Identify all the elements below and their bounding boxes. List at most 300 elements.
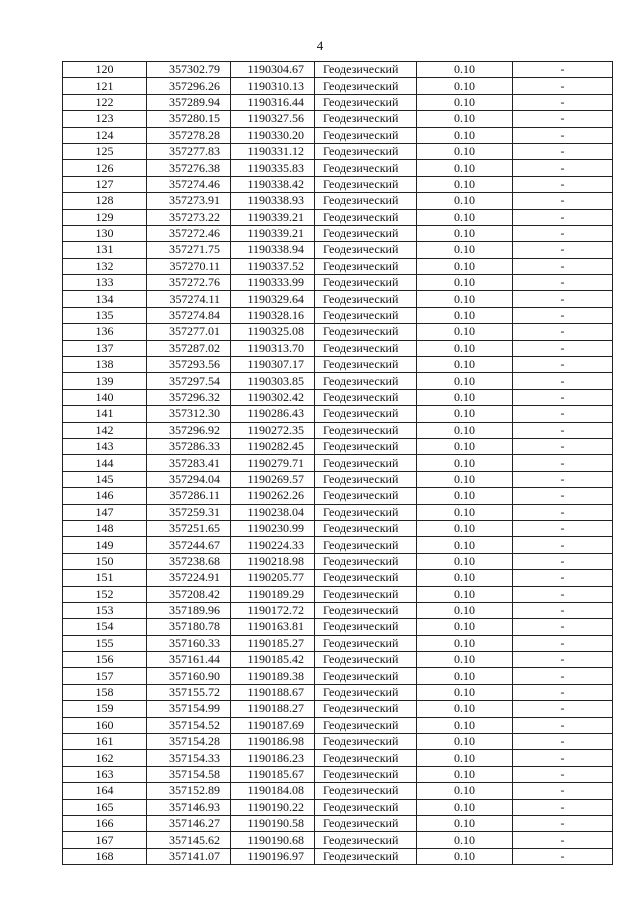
y-coordinate-cell: 1190325.08 — [231, 324, 315, 340]
description-cell: - — [513, 357, 613, 373]
point-number-cell: 137 — [63, 340, 147, 356]
x-coordinate-cell: 357274.84 — [147, 307, 231, 323]
table-row — [63, 766, 613, 782]
table-row — [63, 62, 613, 78]
method-cell: Геодезический — [315, 750, 417, 766]
y-coordinate-cell: 1190186.98 — [231, 734, 315, 750]
accuracy-cell: 0.10 — [417, 373, 513, 389]
method-cell: Геодезический — [315, 406, 417, 422]
x-coordinate-cell: 357154.28 — [147, 734, 231, 750]
y-coordinate-cell: 1190279.71 — [231, 455, 315, 471]
description-cell: - — [513, 193, 613, 209]
accuracy-cell: 0.10 — [417, 455, 513, 471]
table-row — [63, 422, 613, 438]
description-cell: - — [513, 389, 613, 405]
accuracy-cell: 0.10 — [417, 357, 513, 373]
accuracy-cell: 0.10 — [417, 275, 513, 291]
description-cell: - — [513, 406, 613, 422]
table-row — [63, 160, 613, 176]
y-coordinate-cell: 1190188.27 — [231, 701, 315, 717]
method-cell: Геодезический — [315, 471, 417, 487]
table-row — [63, 570, 613, 586]
x-coordinate-cell: 357271.75 — [147, 242, 231, 258]
y-coordinate-cell: 1190330.20 — [231, 127, 315, 143]
table-row — [63, 242, 613, 258]
description-cell: - — [513, 537, 613, 553]
x-coordinate-cell: 357155.72 — [147, 684, 231, 700]
description-cell: - — [513, 652, 613, 668]
x-coordinate-cell: 357160.90 — [147, 668, 231, 684]
table-row — [63, 635, 613, 651]
y-coordinate-cell: 1190184.08 — [231, 783, 315, 799]
description-cell: - — [513, 307, 613, 323]
method-cell: Геодезический — [315, 668, 417, 684]
y-coordinate-cell: 1190316.44 — [231, 94, 315, 110]
point-number-cell: 168 — [63, 848, 147, 864]
description-cell: - — [513, 160, 613, 176]
accuracy-cell: 0.10 — [417, 160, 513, 176]
description-cell: - — [513, 832, 613, 848]
point-number-cell: 167 — [63, 832, 147, 848]
accuracy-cell: 0.10 — [417, 619, 513, 635]
x-coordinate-cell: 357154.99 — [147, 701, 231, 717]
description-cell: - — [513, 635, 613, 651]
x-coordinate-cell: 357274.11 — [147, 291, 231, 307]
description-cell: - — [513, 373, 613, 389]
description-cell: - — [513, 586, 613, 602]
point-number-cell: 128 — [63, 193, 147, 209]
x-coordinate-cell: 357276.38 — [147, 160, 231, 176]
table-row — [63, 438, 613, 454]
point-number-cell: 148 — [63, 520, 147, 536]
x-coordinate-cell: 357278.28 — [147, 127, 231, 143]
table-row — [63, 455, 613, 471]
table-row — [63, 111, 613, 127]
description-cell: - — [513, 455, 613, 471]
x-coordinate-cell: 357160.33 — [147, 635, 231, 651]
y-coordinate-cell: 1190282.45 — [231, 438, 315, 454]
x-coordinate-cell: 357161.44 — [147, 652, 231, 668]
accuracy-cell: 0.10 — [417, 143, 513, 159]
x-coordinate-cell: 357244.67 — [147, 537, 231, 553]
description-cell: - — [513, 291, 613, 307]
point-number-cell: 142 — [63, 422, 147, 438]
page-number: 4 — [316, 38, 324, 53]
x-coordinate-cell: 357208.42 — [147, 586, 231, 602]
accuracy-cell: 0.10 — [417, 127, 513, 143]
accuracy-cell: 0.10 — [417, 62, 513, 78]
y-coordinate-cell: 1190339.21 — [231, 225, 315, 241]
point-number-cell: 121 — [63, 78, 147, 94]
y-coordinate-cell: 1190338.93 — [231, 193, 315, 209]
accuracy-cell: 0.10 — [417, 340, 513, 356]
table-row — [63, 815, 613, 831]
method-cell: Геодезический — [315, 815, 417, 831]
table-row — [63, 78, 613, 94]
method-cell: Геодезический — [315, 422, 417, 438]
table-row — [63, 209, 613, 225]
table-row — [63, 520, 613, 536]
description-cell: - — [513, 668, 613, 684]
point-number-cell: 150 — [63, 553, 147, 569]
y-coordinate-cell: 1190337.52 — [231, 258, 315, 274]
y-coordinate-cell: 1190327.56 — [231, 111, 315, 127]
accuracy-cell: 0.10 — [417, 832, 513, 848]
description-cell: - — [513, 717, 613, 733]
accuracy-cell: 0.10 — [417, 324, 513, 340]
description-cell: - — [513, 225, 613, 241]
table-row — [63, 504, 613, 520]
accuracy-cell: 0.10 — [417, 652, 513, 668]
point-number-cell: 124 — [63, 127, 147, 143]
accuracy-cell: 0.10 — [417, 471, 513, 487]
y-coordinate-cell: 1190187.69 — [231, 717, 315, 733]
y-coordinate-cell: 1190286.43 — [231, 406, 315, 422]
table-row — [63, 94, 613, 110]
x-coordinate-cell: 357272.76 — [147, 275, 231, 291]
y-coordinate-cell: 1190262.26 — [231, 488, 315, 504]
accuracy-cell: 0.10 — [417, 553, 513, 569]
point-number-cell: 161 — [63, 734, 147, 750]
accuracy-cell: 0.10 — [417, 799, 513, 815]
accuracy-cell: 0.10 — [417, 684, 513, 700]
point-number-cell: 151 — [63, 570, 147, 586]
x-coordinate-cell: 357146.93 — [147, 799, 231, 815]
description-cell: - — [513, 275, 613, 291]
description-cell: - — [513, 324, 613, 340]
method-cell: Геодезический — [315, 324, 417, 340]
x-coordinate-cell: 357154.52 — [147, 717, 231, 733]
method-cell: Геодезический — [315, 258, 417, 274]
y-coordinate-cell: 1190338.42 — [231, 176, 315, 192]
accuracy-cell: 0.10 — [417, 438, 513, 454]
coordinates-table-body — [63, 62, 613, 865]
table-row — [63, 340, 613, 356]
y-coordinate-cell: 1190172.72 — [231, 602, 315, 618]
method-cell: Геодезический — [315, 766, 417, 782]
description-cell: - — [513, 684, 613, 700]
table-row — [63, 652, 613, 668]
point-number-cell: 143 — [63, 438, 147, 454]
point-number-cell: 125 — [63, 143, 147, 159]
method-cell: Геодезический — [315, 553, 417, 569]
x-coordinate-cell: 357141.07 — [147, 848, 231, 864]
point-number-cell: 127 — [63, 176, 147, 192]
accuracy-cell: 0.10 — [417, 176, 513, 192]
table-row — [63, 701, 613, 717]
accuracy-cell: 0.10 — [417, 307, 513, 323]
y-coordinate-cell: 1190163.81 — [231, 619, 315, 635]
x-coordinate-cell: 357302.79 — [147, 62, 231, 78]
y-coordinate-cell: 1190272.35 — [231, 422, 315, 438]
description-cell: - — [513, 602, 613, 618]
y-coordinate-cell: 1190218.98 — [231, 553, 315, 569]
table-row — [63, 389, 613, 405]
accuracy-cell: 0.10 — [417, 766, 513, 782]
method-cell: Геодезический — [315, 602, 417, 618]
accuracy-cell: 0.10 — [417, 209, 513, 225]
y-coordinate-cell: 1190188.67 — [231, 684, 315, 700]
description-cell: - — [513, 750, 613, 766]
point-number-cell: 130 — [63, 225, 147, 241]
point-number-cell: 141 — [63, 406, 147, 422]
y-coordinate-cell: 1190185.42 — [231, 652, 315, 668]
description-cell: - — [513, 701, 613, 717]
x-coordinate-cell: 357277.83 — [147, 143, 231, 159]
method-cell: Геодезический — [315, 537, 417, 553]
x-coordinate-cell: 357146.27 — [147, 815, 231, 831]
accuracy-cell: 0.10 — [417, 504, 513, 520]
method-cell: Геодезический — [315, 652, 417, 668]
point-number-cell: 157 — [63, 668, 147, 684]
accuracy-cell: 0.10 — [417, 602, 513, 618]
x-coordinate-cell: 357154.58 — [147, 766, 231, 782]
y-coordinate-cell: 1190313.70 — [231, 340, 315, 356]
point-number-cell: 152 — [63, 586, 147, 602]
x-coordinate-cell: 357283.41 — [147, 455, 231, 471]
point-number-cell: 154 — [63, 619, 147, 635]
method-cell: Геодезический — [315, 160, 417, 176]
table-row — [63, 783, 613, 799]
table-row — [63, 734, 613, 750]
accuracy-cell: 0.10 — [417, 488, 513, 504]
x-coordinate-cell: 357154.33 — [147, 750, 231, 766]
method-cell: Геодезический — [315, 209, 417, 225]
accuracy-cell: 0.10 — [417, 668, 513, 684]
table-row — [63, 488, 613, 504]
x-coordinate-cell: 357287.02 — [147, 340, 231, 356]
table-row — [63, 537, 613, 553]
description-cell: - — [513, 520, 613, 536]
accuracy-cell: 0.10 — [417, 225, 513, 241]
x-coordinate-cell: 357145.62 — [147, 832, 231, 848]
method-cell: Геодезический — [315, 176, 417, 192]
y-coordinate-cell: 1190329.64 — [231, 291, 315, 307]
table-row — [63, 799, 613, 815]
point-number-cell: 138 — [63, 357, 147, 373]
point-number-cell: 159 — [63, 701, 147, 717]
y-coordinate-cell: 1190190.68 — [231, 832, 315, 848]
point-number-cell: 166 — [63, 815, 147, 831]
method-cell: Геодезический — [315, 684, 417, 700]
table-row — [63, 324, 613, 340]
point-number-cell: 155 — [63, 635, 147, 651]
table-row — [63, 471, 613, 487]
accuracy-cell: 0.10 — [417, 94, 513, 110]
x-coordinate-cell: 357272.46 — [147, 225, 231, 241]
y-coordinate-cell: 1190339.21 — [231, 209, 315, 225]
x-coordinate-cell: 357189.96 — [147, 602, 231, 618]
method-cell: Геодезический — [315, 357, 417, 373]
description-cell: - — [513, 62, 613, 78]
y-coordinate-cell: 1190304.67 — [231, 62, 315, 78]
x-coordinate-cell: 357152.89 — [147, 783, 231, 799]
table-row — [63, 127, 613, 143]
y-coordinate-cell: 1190238.04 — [231, 504, 315, 520]
x-coordinate-cell: 357312.30 — [147, 406, 231, 422]
method-cell: Геодезический — [315, 488, 417, 504]
point-number-cell: 123 — [63, 111, 147, 127]
description-cell: - — [513, 799, 613, 815]
point-number-cell: 160 — [63, 717, 147, 733]
x-coordinate-cell: 357297.54 — [147, 373, 231, 389]
table-row — [63, 357, 613, 373]
table-row — [63, 307, 613, 323]
accuracy-cell: 0.10 — [417, 717, 513, 733]
description-cell: - — [513, 258, 613, 274]
description-cell: - — [513, 488, 613, 504]
y-coordinate-cell: 1190205.77 — [231, 570, 315, 586]
table-row — [63, 717, 613, 733]
point-number-cell: 164 — [63, 783, 147, 799]
y-coordinate-cell: 1190185.27 — [231, 635, 315, 651]
method-cell: Геодезический — [315, 94, 417, 110]
point-number-cell: 145 — [63, 471, 147, 487]
description-cell: - — [513, 422, 613, 438]
point-number-cell: 135 — [63, 307, 147, 323]
point-number-cell: 131 — [63, 242, 147, 258]
x-coordinate-cell: 357270.11 — [147, 258, 231, 274]
method-cell: Геодезический — [315, 717, 417, 733]
table-row — [63, 602, 613, 618]
y-coordinate-cell: 1190338.94 — [231, 242, 315, 258]
y-coordinate-cell: 1190328.16 — [231, 307, 315, 323]
x-coordinate-cell: 357296.92 — [147, 422, 231, 438]
point-number-cell: 129 — [63, 209, 147, 225]
method-cell: Геодезический — [315, 340, 417, 356]
description-cell: - — [513, 471, 613, 487]
table-row — [63, 258, 613, 274]
point-number-cell: 134 — [63, 291, 147, 307]
accuracy-cell: 0.10 — [417, 111, 513, 127]
method-cell: Геодезический — [315, 701, 417, 717]
table-row — [63, 373, 613, 389]
method-cell: Геодезический — [315, 438, 417, 454]
x-coordinate-cell: 357273.22 — [147, 209, 231, 225]
method-cell: Геодезический — [315, 307, 417, 323]
y-coordinate-cell: 1190196.97 — [231, 848, 315, 864]
table-row — [63, 225, 613, 241]
y-coordinate-cell: 1190310.13 — [231, 78, 315, 94]
description-cell: - — [513, 766, 613, 782]
method-cell: Геодезический — [315, 799, 417, 815]
description-cell: - — [513, 848, 613, 864]
description-cell: - — [513, 783, 613, 799]
x-coordinate-cell: 357238.68 — [147, 553, 231, 569]
method-cell: Геодезический — [315, 193, 417, 209]
x-coordinate-cell: 357280.15 — [147, 111, 231, 127]
point-number-cell: 146 — [63, 488, 147, 504]
description-cell: - — [513, 438, 613, 454]
accuracy-cell: 0.10 — [417, 570, 513, 586]
description-cell: - — [513, 176, 613, 192]
table-row — [63, 143, 613, 159]
table-row — [63, 193, 613, 209]
point-number-cell: 120 — [63, 62, 147, 78]
table-row — [63, 275, 613, 291]
table-row — [63, 832, 613, 848]
x-coordinate-cell: 357294.04 — [147, 471, 231, 487]
method-cell: Геодезический — [315, 225, 417, 241]
description-cell: - — [513, 815, 613, 831]
y-coordinate-cell: 1190190.22 — [231, 799, 315, 815]
method-cell: Геодезический — [315, 111, 417, 127]
table-row — [63, 176, 613, 192]
x-coordinate-cell: 357251.65 — [147, 520, 231, 536]
point-number-cell: 140 — [63, 389, 147, 405]
method-cell: Геодезический — [315, 242, 417, 258]
y-coordinate-cell: 1190333.99 — [231, 275, 315, 291]
accuracy-cell: 0.10 — [417, 291, 513, 307]
point-number-cell: 136 — [63, 324, 147, 340]
method-cell: Геодезический — [315, 78, 417, 94]
point-number-cell: 133 — [63, 275, 147, 291]
accuracy-cell: 0.10 — [417, 750, 513, 766]
description-cell: - — [513, 78, 613, 94]
description-cell: - — [513, 619, 613, 635]
accuracy-cell: 0.10 — [417, 389, 513, 405]
description-cell: - — [513, 111, 613, 127]
y-coordinate-cell: 1190335.83 — [231, 160, 315, 176]
table-row — [63, 750, 613, 766]
description-cell: - — [513, 734, 613, 750]
y-coordinate-cell: 1190302.42 — [231, 389, 315, 405]
method-cell: Геодезический — [315, 635, 417, 651]
accuracy-cell: 0.10 — [417, 848, 513, 864]
x-coordinate-cell: 357277.01 — [147, 324, 231, 340]
point-number-cell: 156 — [63, 652, 147, 668]
point-number-cell: 139 — [63, 373, 147, 389]
method-cell: Геодезический — [315, 455, 417, 471]
description-cell: - — [513, 553, 613, 569]
y-coordinate-cell: 1190230.99 — [231, 520, 315, 536]
accuracy-cell: 0.10 — [417, 520, 513, 536]
method-cell: Геодезический — [315, 275, 417, 291]
method-cell: Геодезический — [315, 619, 417, 635]
method-cell: Геодезический — [315, 291, 417, 307]
coordinates-table — [62, 61, 613, 865]
method-cell: Геодезический — [315, 848, 417, 864]
method-cell: Геодезический — [315, 520, 417, 536]
description-cell: - — [513, 570, 613, 586]
method-cell: Геодезический — [315, 143, 417, 159]
method-cell: Геодезический — [315, 783, 417, 799]
y-coordinate-cell: 1190269.57 — [231, 471, 315, 487]
x-coordinate-cell: 357180.78 — [147, 619, 231, 635]
description-cell: - — [513, 340, 613, 356]
y-coordinate-cell: 1190186.23 — [231, 750, 315, 766]
point-number-cell: 149 — [63, 537, 147, 553]
point-number-cell: 132 — [63, 258, 147, 274]
y-coordinate-cell: 1190189.29 — [231, 586, 315, 602]
method-cell: Геодезический — [315, 373, 417, 389]
y-coordinate-cell: 1190307.17 — [231, 357, 315, 373]
accuracy-cell: 0.10 — [417, 193, 513, 209]
point-number-cell: 162 — [63, 750, 147, 766]
accuracy-cell: 0.10 — [417, 635, 513, 651]
x-coordinate-cell: 357273.91 — [147, 193, 231, 209]
method-cell: Геодезический — [315, 504, 417, 520]
description-cell: - — [513, 504, 613, 520]
method-cell: Геодезический — [315, 389, 417, 405]
y-coordinate-cell: 1190331.12 — [231, 143, 315, 159]
table-row — [63, 553, 613, 569]
description-cell: - — [513, 143, 613, 159]
x-coordinate-cell: 357296.32 — [147, 389, 231, 405]
point-number-cell: 165 — [63, 799, 147, 815]
x-coordinate-cell: 357286.11 — [147, 488, 231, 504]
y-coordinate-cell: 1190189.38 — [231, 668, 315, 684]
